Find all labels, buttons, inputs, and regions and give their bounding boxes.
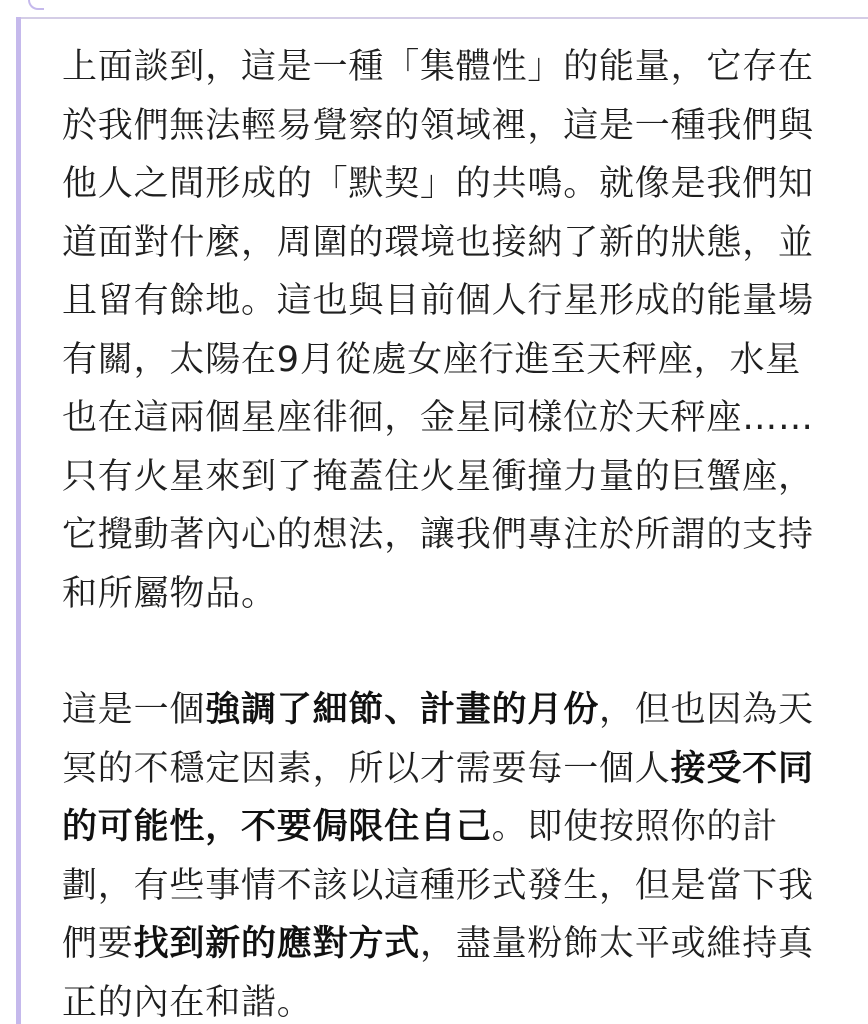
paragraph-2-text-3: 。即使按照你的計劃，有些事情不該以這種形式發生，但是當下我們要 (62, 807, 814, 964)
paragraph-2-bold-3: 找到新的應對方式 (133, 924, 421, 964)
paragraph-2-bold-1: 強調了細節、計畫的月份 (205, 690, 600, 730)
paragraph-2-text-4: ，盡量粉飾太平或維持真正的內在和諧。 (62, 924, 814, 1023)
article-body (62, 38, 822, 1024)
quote-accent-bar (16, 17, 21, 1024)
paragraph-2-text-2: ，但也因為天冥的不穩定因素，所以才需要每一個人 (62, 690, 814, 789)
paragraph-1: 上面談到，這是一種「集體性」的能量，它存在於我們無法輕易覺察的領域裡，這是一種我們與他人之間形成的「默契」的共鳴。就像是我們知道面對什麼，周圍的環境也接納了新的狀態，並且留有餘地。這也與目前個人行星形成的能量場有關，太陽在9月從處女座行進至天秤座，水星也在這兩個星座徘徊，金星同樣位於天秤座……只有火星來到了掩蓋住火星衝撞力量的巨蟹座，它攪動著內心的想法，讓我們專注於所謂的支持和所屬物品。 (62, 47, 814, 614)
paragraph-2 (62, 681, 822, 1024)
quote-corner-decoration (28, 0, 44, 10)
paragraph-2-bold-2: 接受不同的可能性，不要侷限住自己 (62, 748, 814, 847)
top-divider (20, 17, 868, 19)
paragraph-2-text-1: 這是一個 (62, 690, 206, 730)
